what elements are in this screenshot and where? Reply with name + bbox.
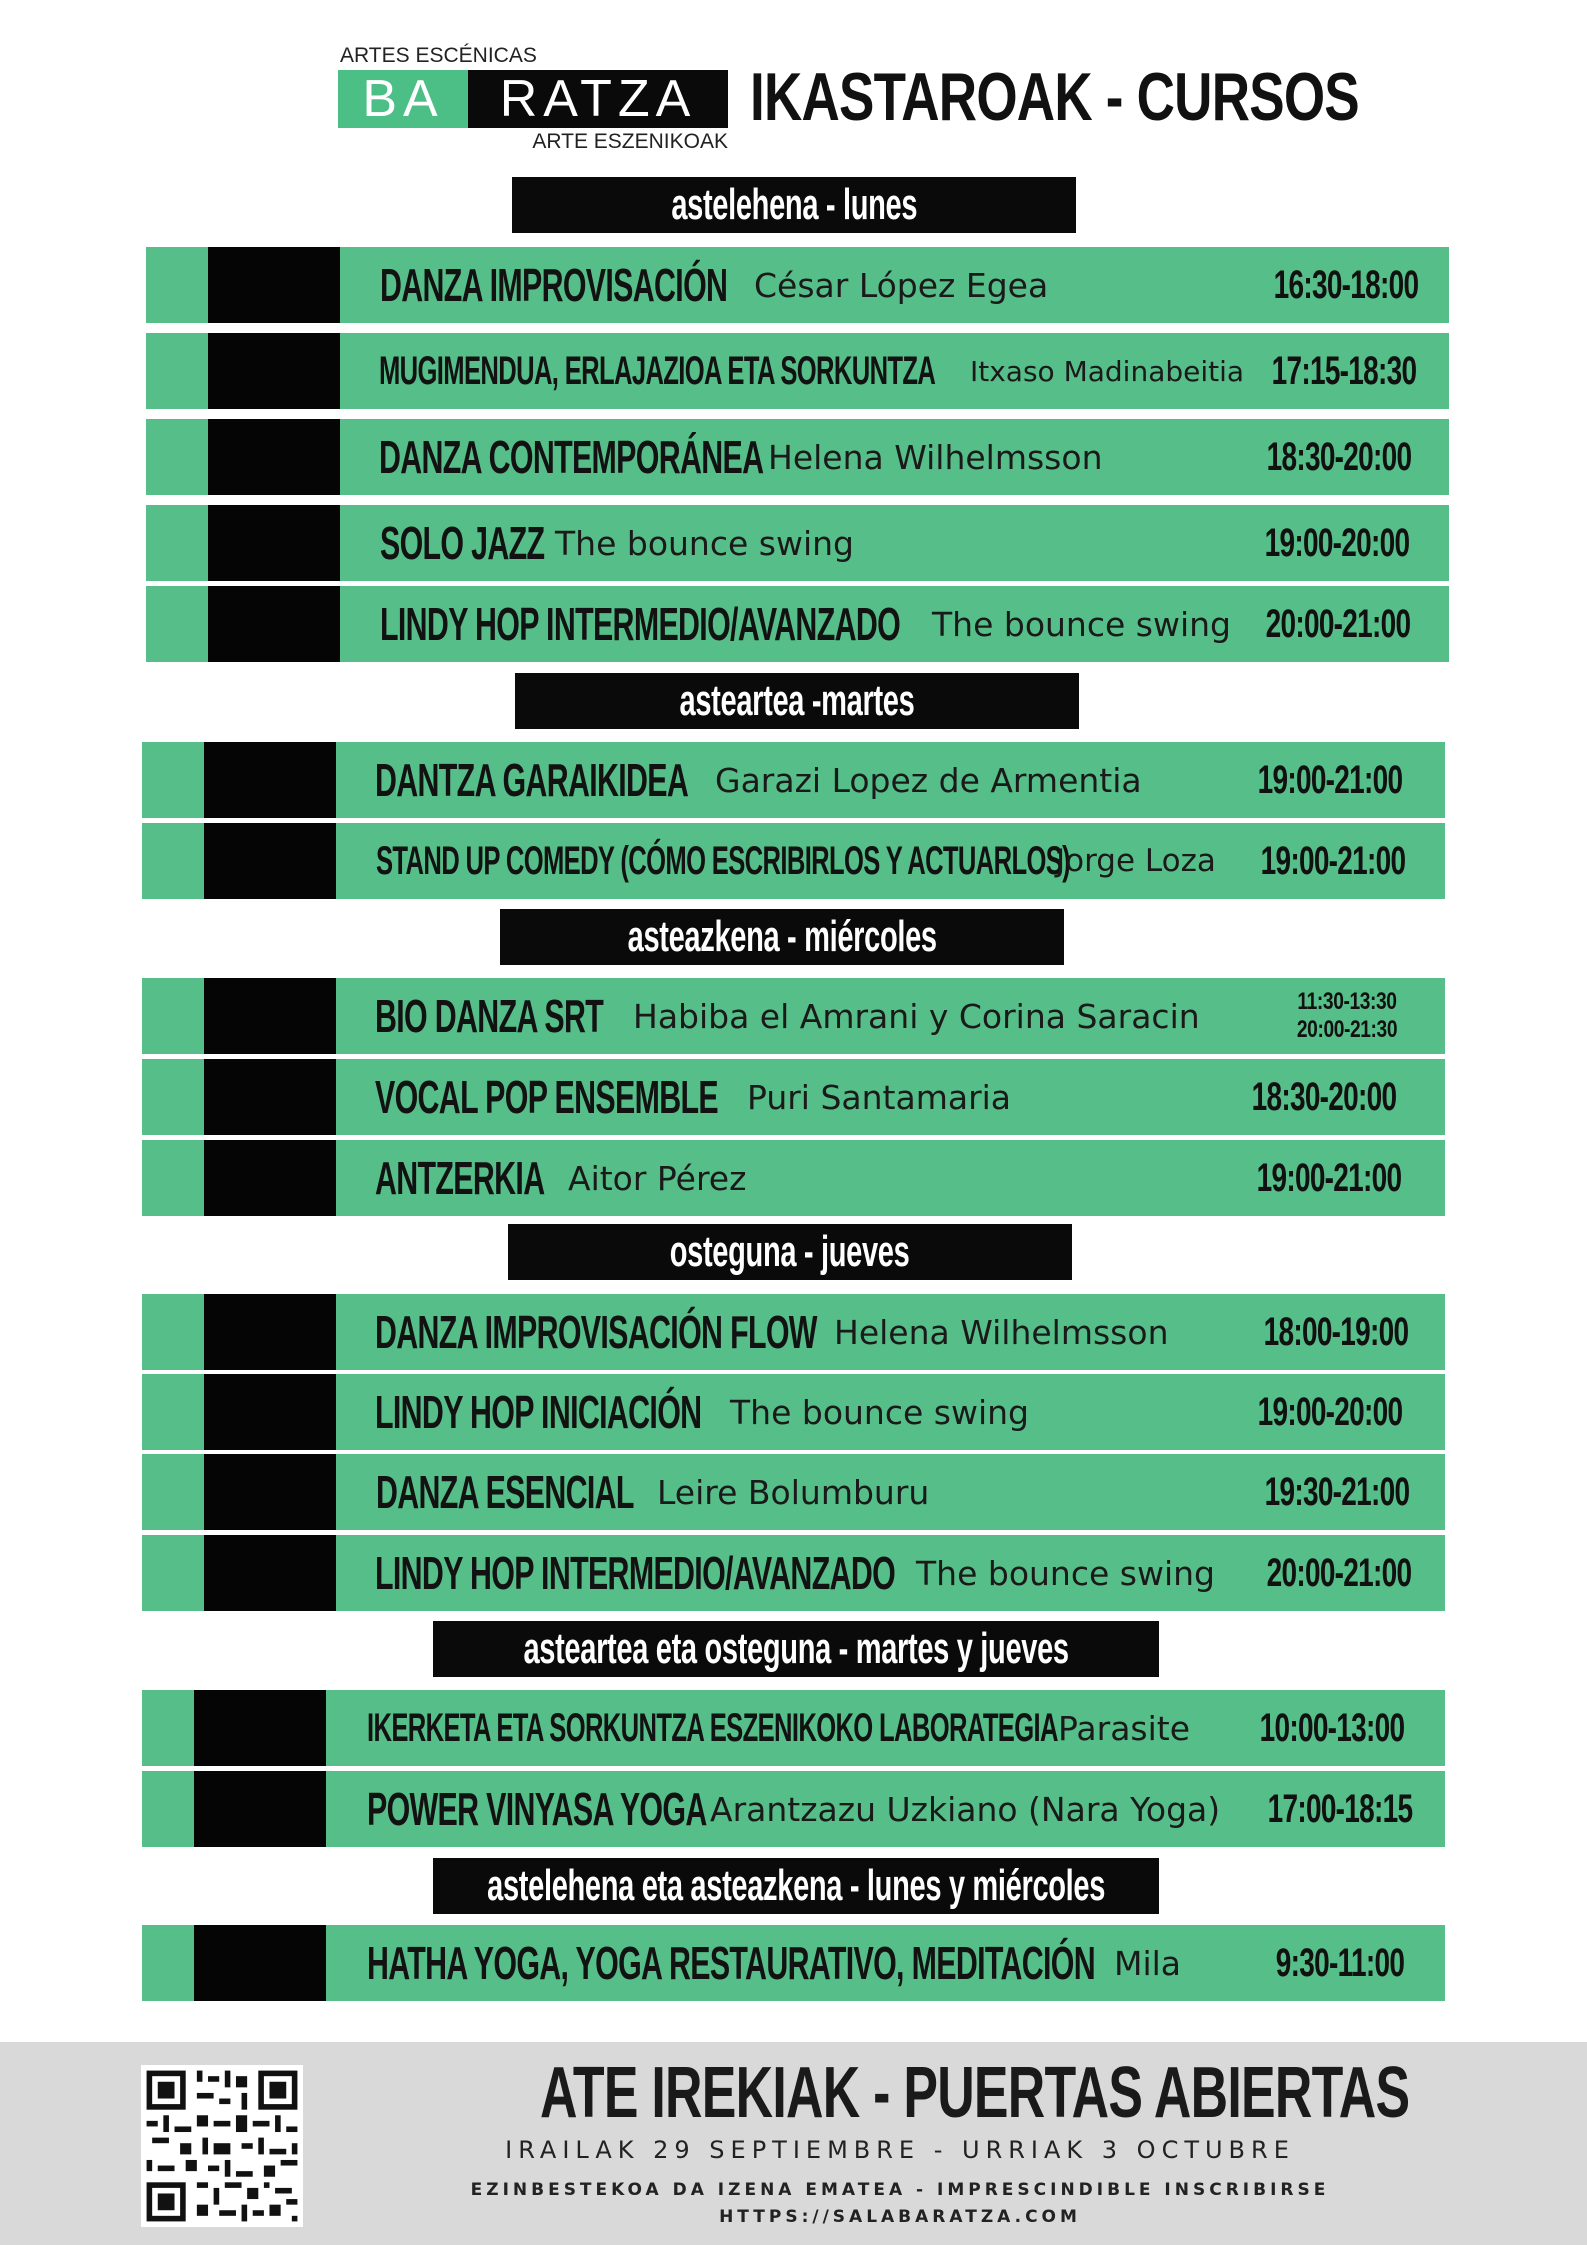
- course-teacher: Mila: [1114, 1943, 1182, 1983]
- course-time: 18:30-20:00: [1251, 1074, 1397, 1119]
- color-block: [194, 1925, 326, 2001]
- color-block: [204, 1454, 336, 1530]
- day-header-wednesday: asteazkena - miércoles: [500, 909, 1064, 965]
- course-teacher: Helena Wilhelmsson: [834, 1312, 1169, 1352]
- course-time-morning: 11:30-13:30: [1297, 988, 1397, 1015]
- course-name: DANTZA GARAIKIDEA: [375, 754, 689, 806]
- open-days-title: ATE IREKIAK - PUERTAS ABIERTAS: [540, 2053, 1410, 2133]
- course-row: [142, 823, 1445, 899]
- course-row: [142, 742, 1445, 818]
- course-row: [142, 978, 1445, 1054]
- logo-brand-right: RATZA: [468, 70, 728, 128]
- course-row: [146, 247, 1449, 323]
- course-name: LINDY HOP INTERMEDIO/AVANZADO: [375, 1547, 896, 1599]
- course-name: DANZA IMPROVISACIÓN FLOW: [375, 1306, 817, 1358]
- course-name: MUGIMENDUA, ERLAJAZIOA ETA SORKUNTZA: [379, 348, 936, 393]
- course-row: [146, 586, 1449, 662]
- color-block: [194, 1771, 326, 1847]
- course-time: 19:00-20:00: [1257, 1389, 1403, 1434]
- course-name: ANTZERKIA: [375, 1152, 545, 1204]
- baratza-logo: [338, 44, 728, 154]
- course-teacher: Aitor Pérez: [568, 1158, 747, 1198]
- day-header-tue-thu: asteartea eta osteguna - martes y jueves: [433, 1621, 1159, 1677]
- color-block: [194, 1690, 326, 1766]
- course-time: 20:00-21:00: [1265, 601, 1411, 646]
- color-block: [204, 978, 336, 1054]
- day-header-mon-wed: astelehena eta asteazkena - lunes y miércoles: [433, 1858, 1159, 1914]
- logo-top-text: ARTES ESCÉNICAS: [340, 44, 537, 67]
- course-teacher: Parasite: [1058, 1708, 1191, 1748]
- course-name: DANZA IMPROVISACIÓN: [380, 259, 728, 311]
- course-time: 19:00-20:00: [1264, 520, 1410, 565]
- page-title: IKASTAROAK - CURSOS: [750, 59, 1359, 135]
- course-name: SOLO JAZZ: [380, 517, 545, 569]
- qr-code-icon: [141, 2065, 303, 2227]
- course-time: 9:30-11:00: [1275, 1940, 1405, 1985]
- course-time: 18:30-20:00: [1266, 434, 1412, 479]
- course-time: 20:00-21:00: [1266, 1550, 1412, 1595]
- course-row: [146, 333, 1449, 409]
- course-row: [146, 505, 1449, 581]
- course-row: [142, 1059, 1445, 1135]
- course-name: IKERKETA ETA SORKUNTZA ESZENIKOKO LABORATEGIA: [367, 1705, 1058, 1750]
- color-block: [204, 823, 336, 899]
- course-time: 19:00-21:00: [1256, 1155, 1402, 1200]
- course-name: LINDY HOP INICIACIÓN: [375, 1386, 702, 1438]
- course-teacher: Helena Wilhelmsson: [768, 437, 1103, 477]
- course-time-evening: 20:00-21:30: [1296, 1016, 1398, 1043]
- course-name: DANZA ESENCIAL: [376, 1466, 634, 1518]
- course-teacher: Puri Santamaria: [747, 1077, 1012, 1117]
- course-name: LINDY HOP INTERMEDIO/AVANZADO: [380, 598, 901, 650]
- course-row: [142, 1140, 1445, 1216]
- day-header-thursday: osteguna - jueves: [508, 1224, 1072, 1280]
- course-name: DANZA CONTEMPORÁNEA: [379, 431, 764, 483]
- course-teacher: César López Egea: [754, 265, 1049, 305]
- logo-brand-left: BA: [338, 70, 468, 128]
- course-teacher: The bounce swing: [932, 604, 1231, 644]
- course-name: HATHA YOGA, YOGA RESTAURATIVO, MEDITACIÓN: [367, 1937, 1096, 1989]
- color-block: [204, 1059, 336, 1135]
- course-teacher: Itxaso Madinabeitia: [970, 354, 1245, 388]
- course-time: 18:00-19:00: [1263, 1309, 1409, 1354]
- course-row: [142, 1294, 1445, 1370]
- course-teacher: Habiba el Amrani y Corina Saracin: [633, 996, 1200, 1036]
- course-time: 19:00-21:00: [1260, 838, 1406, 883]
- course-teacher: Leire Bolumburu: [657, 1472, 930, 1512]
- course-teacher: The bounce swing: [730, 1392, 1029, 1432]
- course-row: [146, 419, 1449, 495]
- course-name: STAND UP COMEDY (CÓMO ESCRIBIRLOS Y ACTUARLOS): [376, 838, 1071, 883]
- course-teacher: The bounce swing: [555, 523, 854, 563]
- color-block: [208, 333, 340, 409]
- course-teacher: Jorge Loza: [1056, 843, 1216, 879]
- course-name: VOCAL POP ENSEMBLE: [375, 1071, 718, 1123]
- course-time: 17:00-18:15: [1267, 1786, 1413, 1831]
- course-row: [142, 1925, 1445, 2001]
- course-row: [142, 1454, 1445, 1530]
- color-block: [208, 419, 340, 495]
- color-block: [204, 742, 336, 818]
- color-block: [204, 1294, 336, 1370]
- course-row: [142, 1771, 1445, 1847]
- color-block: [208, 505, 340, 581]
- course-time: 17:15-18:30: [1271, 348, 1417, 393]
- course-time: 19:00-21:00: [1257, 757, 1403, 802]
- color-block: [204, 1535, 336, 1611]
- color-block: [208, 247, 340, 323]
- day-header-tuesday: asteartea -martes: [515, 673, 1079, 729]
- course-time: 10:00-13:00: [1259, 1705, 1405, 1750]
- color-block: [208, 586, 340, 662]
- qr-code[interactable]: [141, 2065, 303, 2227]
- color-block: [204, 1374, 336, 1450]
- course-row: [142, 1535, 1445, 1611]
- logo-bar: [338, 70, 728, 128]
- course-teacher: Garazi Lopez de Armentia: [715, 760, 1142, 800]
- registration-note: EZINBESTEKOA DA IZENA EMATEA - IMPRESCINDIBLE INSCRIBIRSE: [470, 2180, 1330, 2200]
- course-row: [142, 1374, 1445, 1450]
- course-row: [142, 1690, 1445, 1766]
- course-time: [1279, 984, 1415, 1048]
- course-teacher: The bounce swing: [916, 1553, 1215, 1593]
- course-teacher: Arantzazu Uzkiano (Nara Yoga): [710, 1789, 1221, 1829]
- course-name: BIO DANZA SRT: [375, 990, 604, 1042]
- logo-bottom-text: ARTE ESZENIKOAK: [532, 130, 728, 153]
- course-name: POWER VINYASA YOGA: [367, 1783, 707, 1835]
- open-days-dates: IRAILAK 29 SEPTIEMBRE - URRIAK 3 OCTUBRE: [505, 2136, 1295, 2164]
- course-time: 19:30-21:00: [1264, 1469, 1410, 1514]
- color-block: [204, 1140, 336, 1216]
- course-time: 16:30-18:00: [1273, 262, 1419, 307]
- website-link[interactable]: HTTPS://SALABARATZA.COM: [719, 2207, 1081, 2227]
- day-header-monday: astelehena - lunes: [512, 177, 1076, 233]
